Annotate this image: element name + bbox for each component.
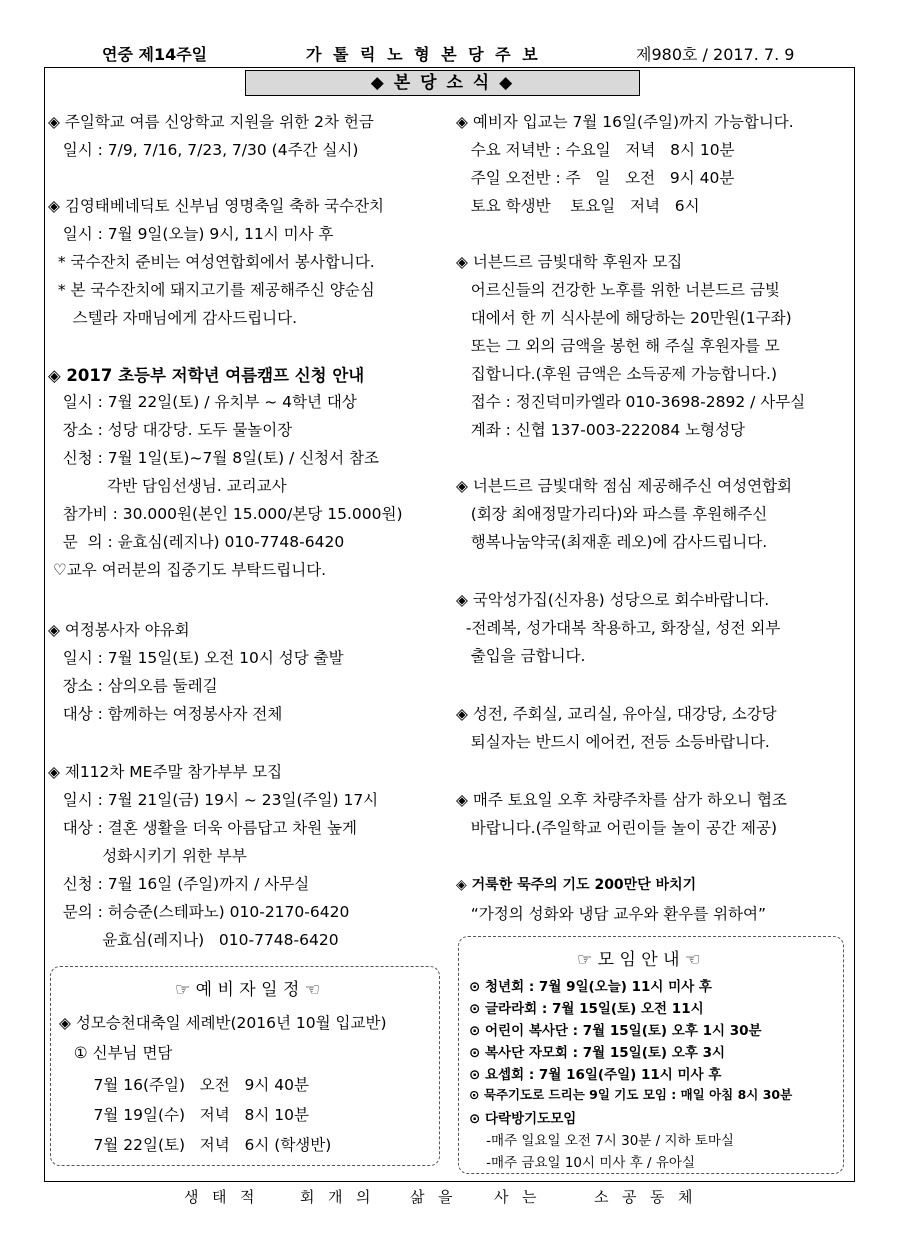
text-line: ◈ 성전, 주회실, 교리실, 유아실, 대강당, 소강당 — [456, 705, 777, 723]
footer-char: 회 — [300, 1188, 315, 1206]
page-header — [0, 42, 898, 66]
footer-char: 체 — [678, 1188, 693, 1206]
text-line: ⊙ 글라라회 : 7월 15일(토) 오전 11시 — [469, 1001, 704, 1017]
text-line: 주일 오전반 : 주 일 오전 9시 40분 — [456, 169, 735, 187]
text-line: 문 의 : 윤효심(레지나) 010-7748-6420 — [48, 533, 345, 551]
footer-char: 는 — [522, 1188, 537, 1206]
bulletin-title: 가 톨 릭 노 형 본 당 주 보 — [306, 45, 541, 64]
text-line: 또는 그 외의 금액을 봉헌 해 주실 후원자를 모 — [456, 337, 780, 355]
footer-char: 개 — [328, 1188, 343, 1206]
text-line: 7월 16(주일) 오전 9시 40분 — [59, 1076, 309, 1094]
text-line: ◈ 주일학교 여름 신앙학교 지원을 위한 2차 헌금 — [48, 113, 374, 131]
text-line: ⊙ 복사단 자모회 : 7월 15일(토) 오후 3시 — [469, 1045, 726, 1061]
catechumen-title: ☞ 예 비 자 일 정 ☜ — [175, 980, 321, 1000]
text-line: ◈ 성모승천대축일 세례반(2016년 10월 입교반) — [59, 1014, 387, 1032]
text-line: 장소 : 삼의오름 둘레길 — [48, 677, 218, 695]
footer-char: 의 — [356, 1188, 371, 1206]
text-line: ① 신부님 면담 — [59, 1044, 173, 1062]
text-line: 성화시키기 위한 부부 — [48, 847, 247, 865]
text-line: (회장 최애정말가리다)와 파스를 후원해주신 — [456, 505, 768, 523]
text-line: ◈ 너븐드르 금빛대학 점심 제공해주신 여성연합회 — [456, 477, 793, 495]
text-line: * 본 국수잔치에 돼지고기를 제공해주신 양순심 — [48, 281, 375, 299]
text-line: ◈ 매주 토요일 오후 차량주차를 삼가 하오니 협조 — [456, 791, 787, 809]
text-line: 계좌 : 신협 137-003-222084 노형성당 — [456, 421, 746, 439]
text-line: 수요 저녁반 : 수요일 저녁 8시 10분 — [456, 141, 735, 159]
text-line: 일시 : 7월 9일(오늘) 9시, 11시 미사 후 — [48, 225, 334, 243]
text-line: ◈ 김영태베네딕토 신부님 영명축일 축하 국수잔치 — [48, 197, 385, 215]
camp-heading: ◈ 2017 초등부 저학년 여름캠프 신청 안내 — [48, 366, 365, 385]
text-line: 토요 학생반 토요일 저녁 6시 — [456, 197, 700, 215]
text-line: ◈ 제112차 ME주말 참가부부 모집 — [48, 763, 283, 781]
text-line: 일시 : 7월 22일(토) / 유치부 ~ 4학년 대상 — [48, 393, 357, 411]
footer-char: 동 — [650, 1188, 665, 1206]
text-line: 문의 : 허승준(스테파노) 010-2170-6420 — [48, 903, 350, 921]
text-line: -매주 금요일 10시 미사 후 / 유아실 — [469, 1155, 696, 1171]
text-line: 퇴실자는 반드시 에어컨, 전등 소등바랍니다. — [456, 733, 770, 751]
footer-char: 삶 — [410, 1188, 425, 1206]
catechumen-schedule-box — [50, 966, 440, 1166]
text-line: 장소 : 성당 대강당. 도두 물놀이장 — [48, 421, 293, 439]
text-line: 신청 : 7월 1일(토)~7월 8일(토) / 신청서 참조 — [48, 449, 379, 467]
text-line: 접수 : 정진덕미카엘라 010-3698-2892 / 사무실 — [456, 393, 806, 411]
footer-char: 사 — [494, 1188, 509, 1206]
text-line: -매주 일요일 오전 7시 30분 / 지하 토마실 — [469, 1133, 734, 1149]
text-line: ◈ 여정봉사자 야유회 — [48, 621, 190, 639]
rosary-heading: ◈ 거룩한 묵주의 기도 200만단 바치기 — [456, 877, 697, 893]
text-line: * 국수잔치 준비는 여성연합회에서 봉사합니다. — [48, 253, 375, 271]
text-line: ⊙ 묵주기도로 드리는 9일 기도 모임 : 매일 아침 8시 30분 — [469, 1087, 793, 1102]
liturgical-week: 연중 제14주일 — [102, 45, 208, 64]
footer-char: 태 — [212, 1188, 227, 1206]
text-line: ⊙ 요셉회 : 7월 16일(주일) 11시 미사 후 — [469, 1067, 722, 1083]
text-line: 바랍니다.(주일학교 어린이들 놀이 공간 제공) — [456, 819, 778, 837]
text-line: ◈ 너븐드르 금빛대학 후원자 모집 — [456, 253, 683, 271]
text-line: 스텔라 자매님에게 감사드립니다. — [48, 309, 298, 327]
text-line: 대상 : 함께하는 여정봉사자 전체 — [48, 705, 283, 723]
text-line: 대에서 한 끼 식사분에 해당하는 20만원(1구좌) — [456, 309, 792, 327]
meetings-title: ☞ 모 임 안 내 ☜ — [577, 950, 701, 970]
text-line: ◈ 국악성가집(신자용) 성당으로 회수바랍니다. — [456, 591, 770, 609]
text-line: 참가비 : 30.000원(본인 15.000/본당 15.000원) — [48, 505, 403, 523]
section-banner: ◆ 본 당 소 식 ◆ — [245, 70, 640, 96]
footer-char: 적 — [240, 1188, 255, 1206]
text-line: 일시 : 7/9, 7/16, 7/23, 7/30 (4주간 실시) — [48, 141, 359, 159]
text-line: 윤효심(레지나) 010-7748-6420 — [48, 931, 339, 949]
issue-info: 제980호 / 2017. 7. 9 — [636, 45, 795, 64]
text-line: “가정의 성화와 냉담 교우와 환우를 위하여” — [456, 905, 767, 923]
text-line: ♡교우 여러분의 집중기도 부탁드립니다. — [48, 561, 327, 579]
text-line: 행복나눔약국(최재훈 레오)에 감사드립니다. — [456, 533, 768, 551]
text-line: ◈ 예비자 입교는 7월 16일(주일)까지 가능합니다. — [456, 113, 794, 131]
footer-char: 공 — [622, 1188, 637, 1206]
text-line: 어르신들의 건강한 노후를 위한 너븐드르 금빛 — [456, 281, 780, 299]
text-line: 각반 담임선생님. 교리교사 — [48, 477, 287, 495]
text-line: 7월 22일(토) 저녁 6시 (학생반) — [59, 1136, 332, 1154]
text-line: ⊙ 다락방기도모임 — [469, 1111, 577, 1127]
footer-char: 생 — [184, 1188, 199, 1206]
text-line: 출입을 금합니다. — [456, 647, 586, 665]
text-line: 7월 19일(수) 저녁 8시 10분 — [59, 1106, 309, 1124]
text-line: ⊙ 어린이 복사단 : 7월 15일(토) 오후 1시 30분 — [469, 1023, 762, 1039]
footer-char: 을 — [438, 1188, 453, 1206]
text-line: ⊙ 청년회 : 7월 9일(오늘) 11시 미사 후 — [469, 979, 712, 995]
footer-char: 소 — [594, 1188, 609, 1206]
text-line: 신청 : 7월 16일 (주일)까지 / 사무실 — [48, 875, 310, 893]
text-line: -전례복, 성가대복 착용하고, 화장실, 성전 외부 — [456, 619, 781, 637]
text-line: 집합니다.(후원 금액은 소득공제 가능합니다.) — [456, 365, 778, 383]
text-line: 대상 : 결혼 생활을 더욱 아름답고 차원 높게 — [48, 819, 358, 837]
text-line: 일시 : 7월 15일(토) 오전 10시 성당 출발 — [48, 649, 344, 667]
text-line: 일시 : 7월 21일(금) 19시 ~ 23일(주일) 17시 — [48, 791, 379, 809]
meetings-box — [458, 936, 844, 1174]
